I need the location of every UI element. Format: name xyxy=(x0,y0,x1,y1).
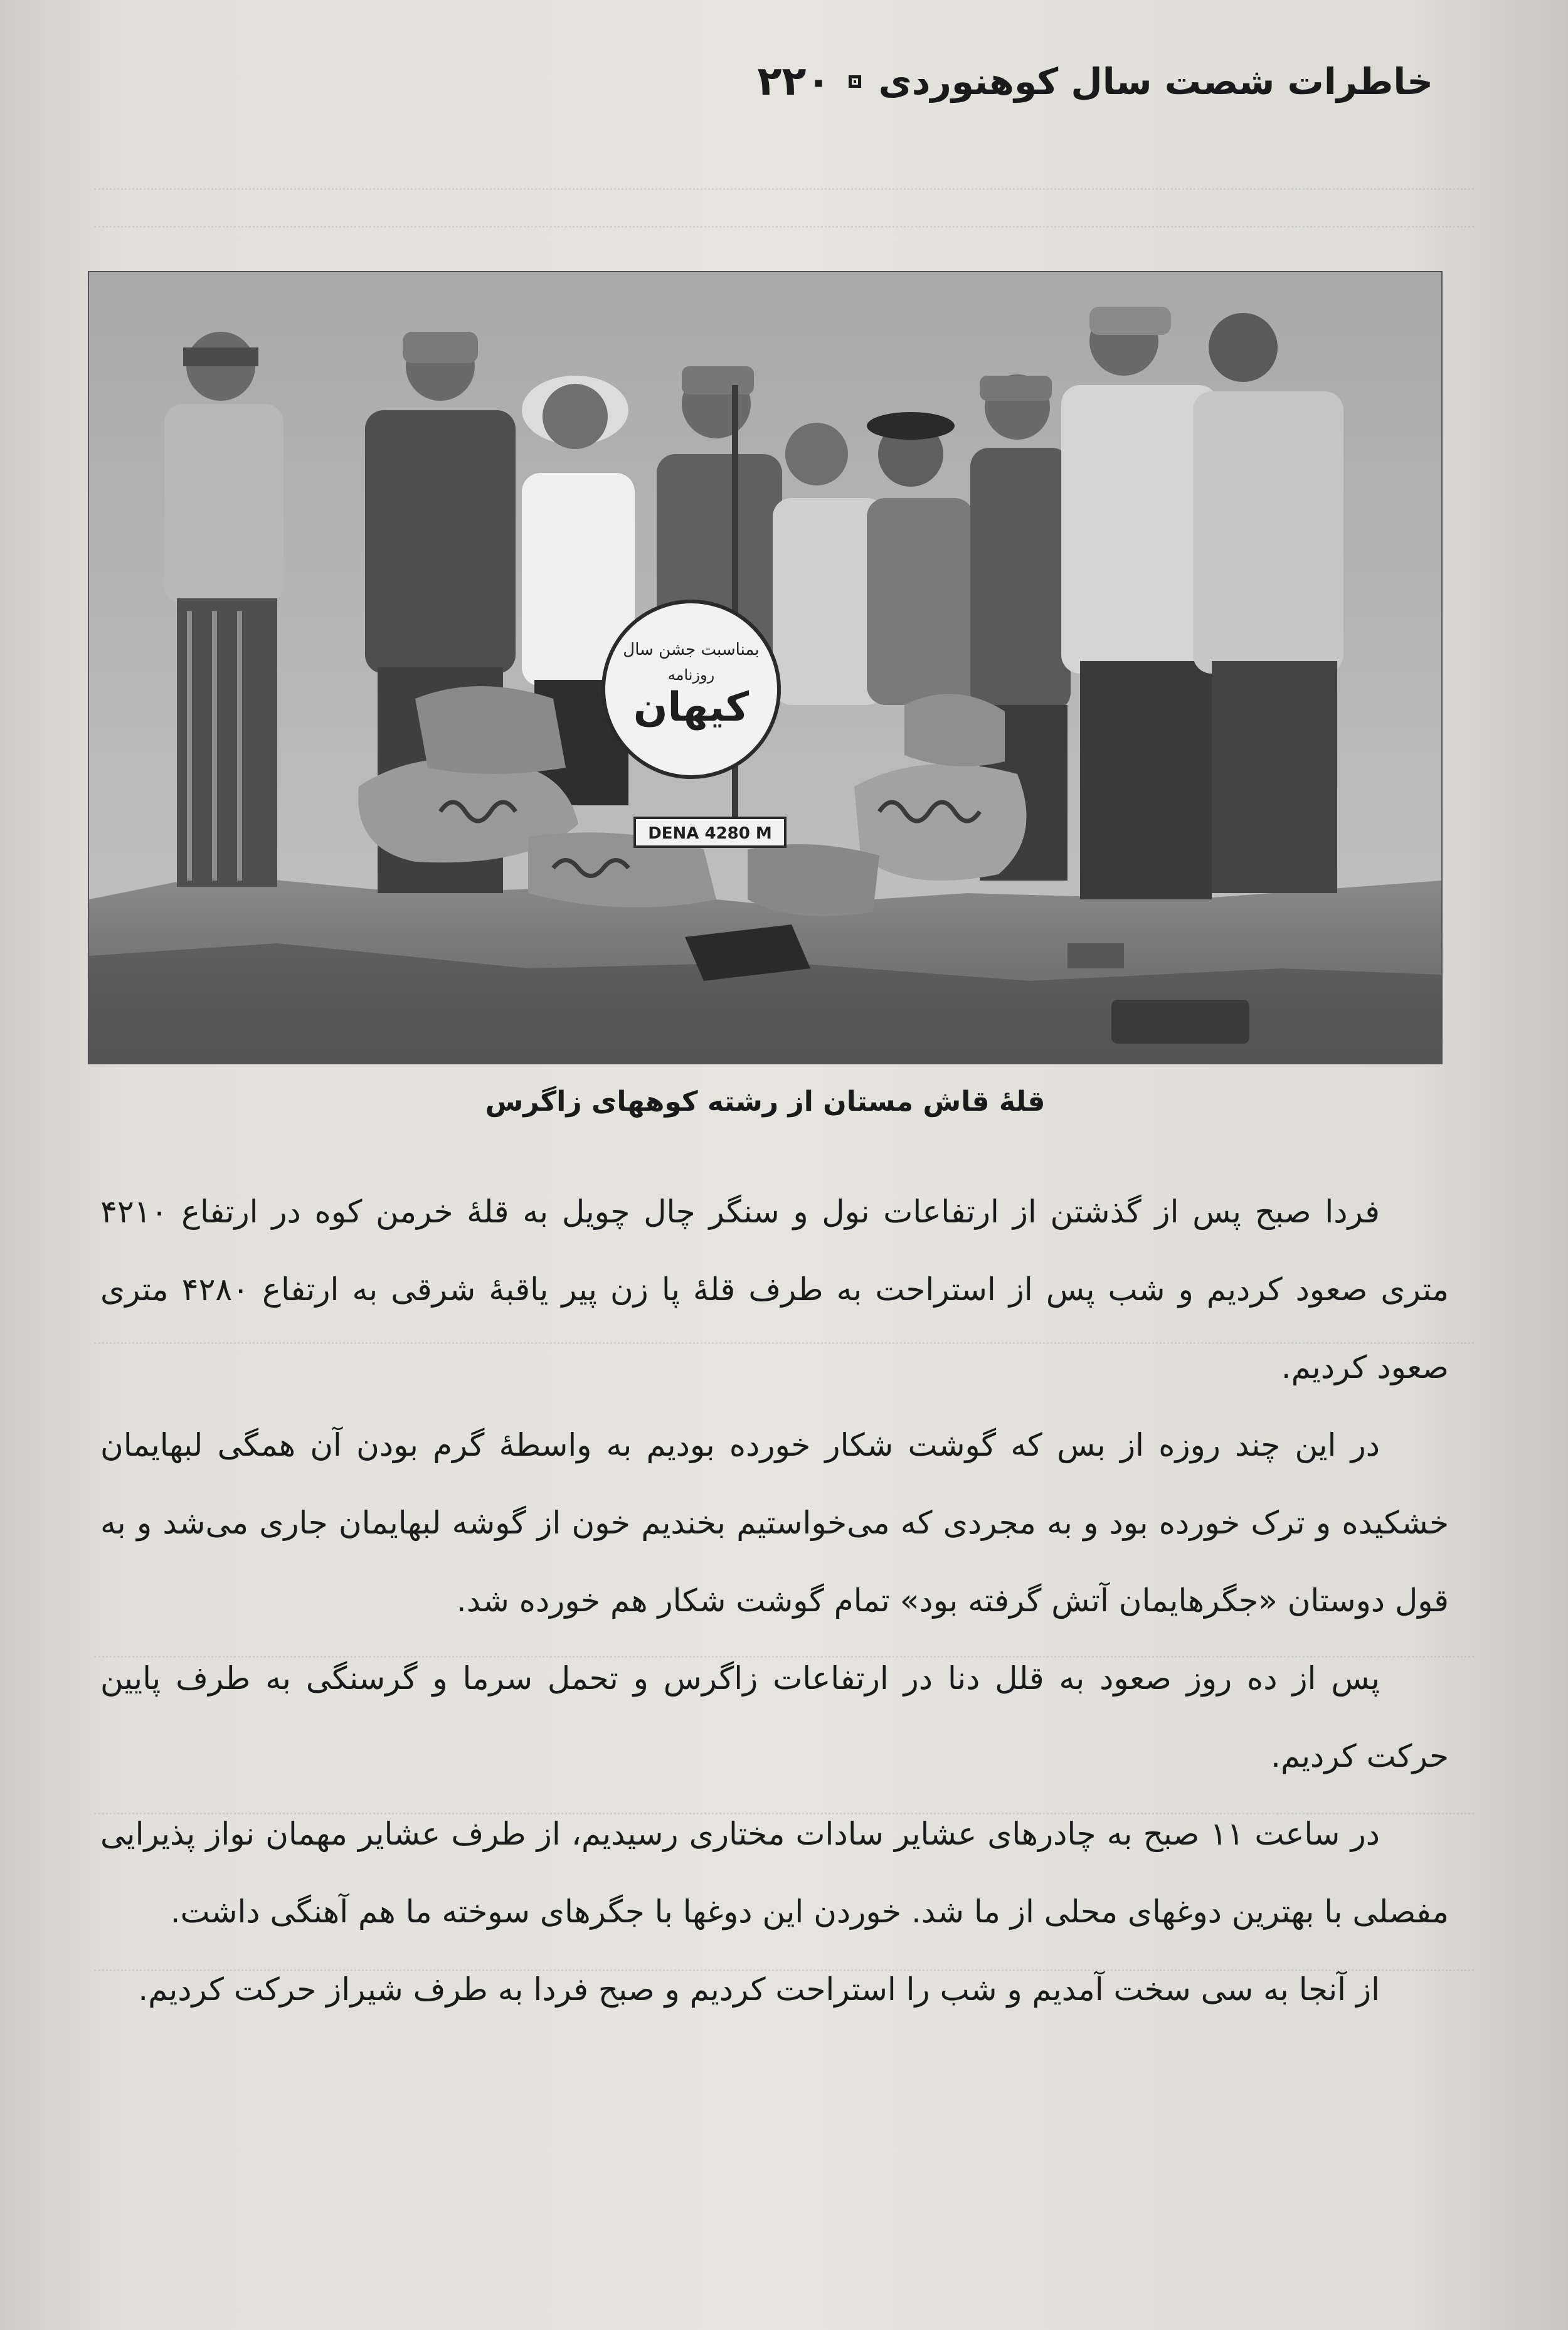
book-title: خاطرات شصت سال کوهنوردی xyxy=(878,60,1433,103)
body-text xyxy=(100,1173,1449,2028)
bleed-through-line xyxy=(94,226,1474,246)
sign-line-1: بمناسبت جشن سال xyxy=(623,640,760,659)
sign-line-3: کیهان xyxy=(633,684,750,731)
paragraph: در این چند روزه از بس که گوشت شکار خورده بودیم به واسطهٔ گرم بودن آن همگی لبهایمان خشکیده و ترک خورده بود و به مجردی که می‌خواستیم بخندیم خون از گوشه لبهایمان جاری می‌شد و به قول دوستان «جگرهایمان آتش گرفته بود» تمام گوشت شکار هم خورده شد. xyxy=(100,1427,1449,1619)
paragraph: در ساعت ۱۱ صبح به چادرهای عشایر سادات مختاری رسیدیم، از طرف عشایر مهمان نواز پذیرایی مفصلی با بهترین دوغهای محلی از ما شد. خوردن این دوغها با جگرهای سوخته ما هم آهنگی داشت. xyxy=(100,1816,1449,1930)
photo-caption: قلهٔ قاش مستان از رشته کوههای زاگرس xyxy=(485,1086,1046,1118)
summit-group-photo xyxy=(88,271,1443,1064)
sign-line-2: روزنامه xyxy=(667,666,715,684)
running-header xyxy=(757,47,1433,116)
paragraph: فردا صبح پس از گذشتن از ارتفاعات نول و سنگر چال چویل به قلهٔ خرمن کوه در ارتفاع ۴۲۱۰ متری صعود کردیم و شب پس از استراحت به طرف قلهٔ پا زن پیر یاقبهٔ شرقی به ارتفاع ۴۲۸۰ متری صعود کردیم. xyxy=(100,1194,1449,1385)
paragraph: پس از ده روز صعود به قلل دنا در ارتفاعات زاگرس و تحمل سرما و گرسنگی به طرف پایین حرکت کردیم. xyxy=(100,1660,1449,1774)
paragraph: از آنجا به سی سخت آمدیم و شب را استراحت کردیم و صبح فردا به طرف شیراز حرکت کردیم. xyxy=(138,1971,1380,2008)
header-separator-icon xyxy=(849,75,861,88)
sign-plate: DENA 4280 M xyxy=(648,824,772,843)
bleed-through-line xyxy=(94,188,1474,209)
person-figure xyxy=(1193,313,1343,893)
person-figure xyxy=(164,332,283,887)
page-number: ۲۲۰ xyxy=(757,58,831,105)
